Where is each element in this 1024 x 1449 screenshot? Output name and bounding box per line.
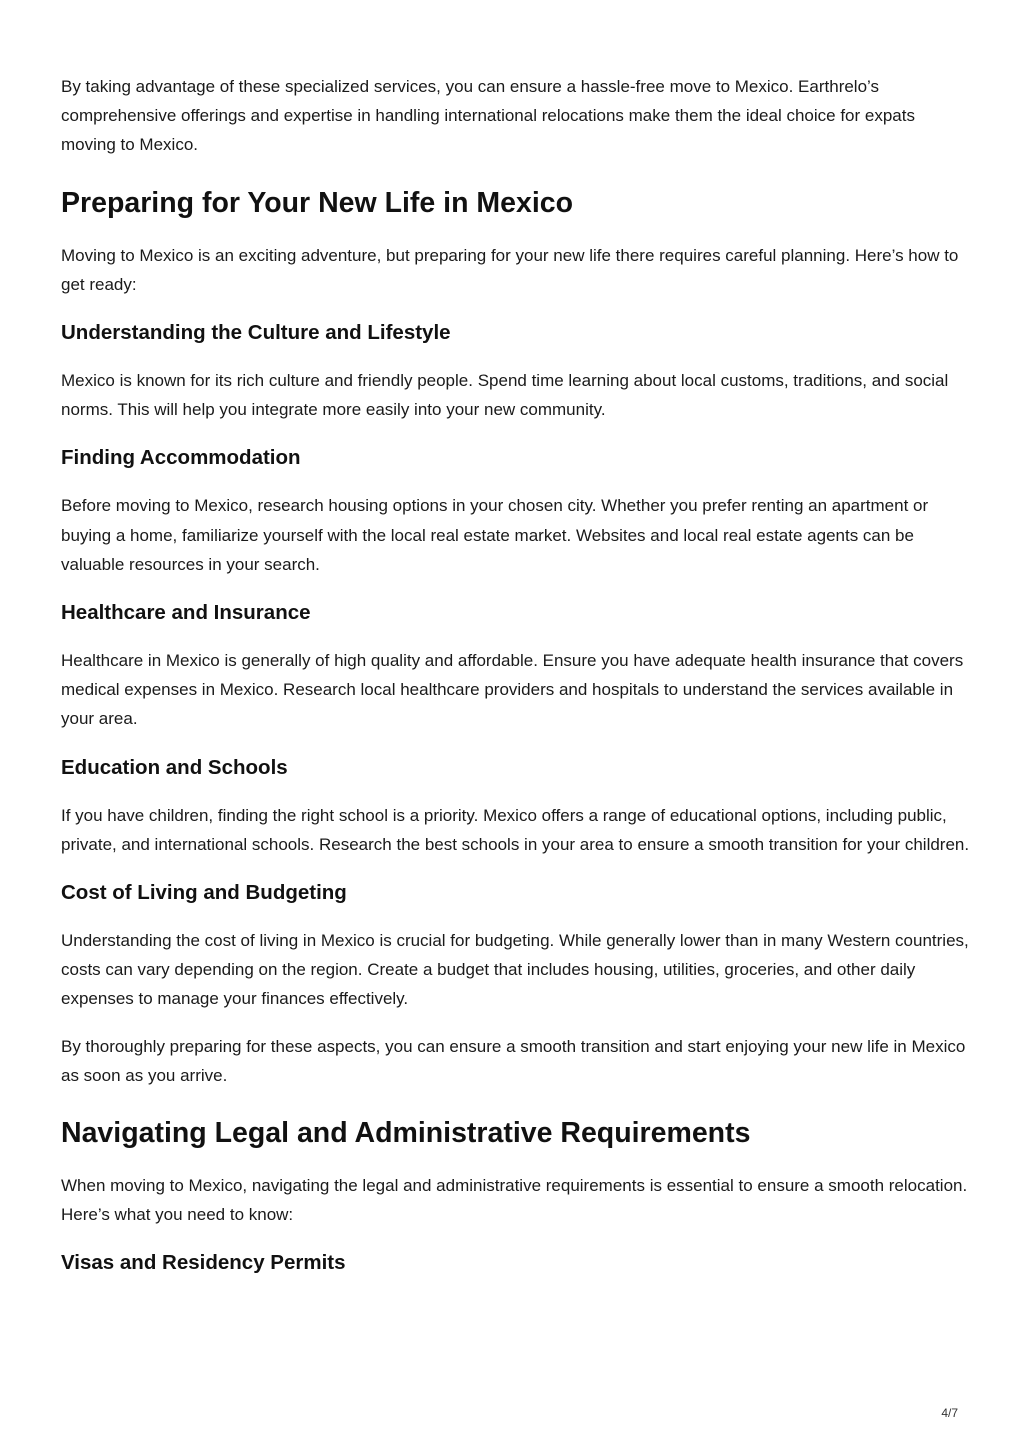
section-heading-legal: Navigating Legal and Administrative Requirements xyxy=(61,1117,751,1150)
subheading-visas: Visas and Residency Permits xyxy=(61,1251,346,1275)
culture-paragraph: Mexico is known for its rich culture and friendly people. Spend time learning about local customs, traditions, and social norms. This will help you integrate more easily into your new community. xyxy=(61,371,949,420)
cost-of-living-paragraph: Understanding the cost of living in Mexico is crucial for budgeting. While generally lower than in many Western countries, costs can vary depending on the region. Create a budget that includes housing, utilities, groceries, and other daily expenses to manage your finances effectively. xyxy=(61,931,969,1009)
education-paragraph: If you have children, finding the right school is a priority. Mexico offers a range of educational options, including public, private, and international schools. Research the best schools in your area to ensure a smooth transition for your children. xyxy=(61,805,970,854)
accommodation-paragraph: Before moving to Mexico, research housing options in your chosen city. Whether you prefer renting an apartment or buying a home, familiarize yourself with the local real estate market. Websites and local real estate agents can be valuable resources in your search. xyxy=(61,496,929,574)
subheading-cost-of-living: Cost of Living and Budgeting xyxy=(61,881,347,905)
subheading-culture: Understanding the Culture and Lifestyle xyxy=(61,321,451,345)
subheading-accommodation: Finding Accommodation xyxy=(61,446,301,470)
preparing-conclusion-paragraph: By thoroughly preparing for these aspects, you can ensure a smooth transition and start enjoying your new life in Mexico as soon as you arrive. xyxy=(61,1036,966,1085)
preparing-intro-paragraph: Moving to Mexico is an exciting adventure, but preparing for your new life there requires careful planning. Here’s how to get ready: xyxy=(61,245,959,294)
intro-paragraph: By taking advantage of these specialized services, you can ensure a hassle-free move to Mexico. Earthrelo’s comprehensive offerings and expertise in handling international relocations make them the ideal choice for expats moving to Mexico. xyxy=(61,77,915,155)
section-heading-preparing: Preparing for Your New Life in Mexico xyxy=(61,186,574,219)
legal-intro-paragraph: When moving to Mexico, navigating the legal and administrative requirements is essential to ensure a smooth relocation. Here’s what you need to know: xyxy=(61,1176,968,1225)
healthcare-paragraph: Healthcare in Mexico is generally of high quality and affordable. Ensure you have adequate health insurance that covers medical expenses in Mexico. Research local healthcare providers and hospitals to understand the services available in your area. xyxy=(61,651,964,729)
page-number: 4/7 xyxy=(941,1406,958,1420)
subheading-healthcare: Healthcare and Insurance xyxy=(61,601,311,625)
page-content xyxy=(61,72,971,1276)
subheading-education: Education and Schools xyxy=(61,755,288,779)
